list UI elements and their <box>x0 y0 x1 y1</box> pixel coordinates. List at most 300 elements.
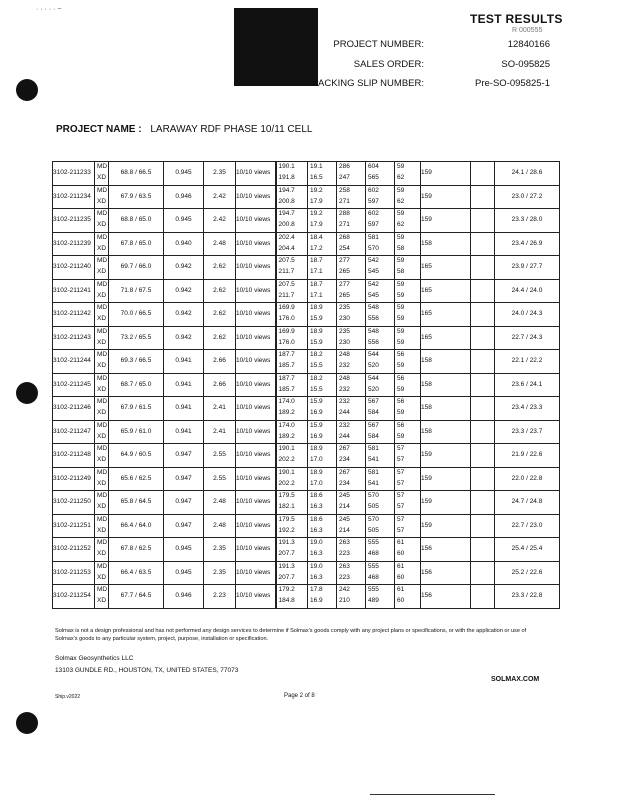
elongation-yield-cell-value: 248 <box>339 374 350 382</box>
blank-cell <box>471 279 495 303</box>
tear-resistance-cell-value: 57 <box>397 526 405 534</box>
elongation-yield-cell <box>337 585 366 609</box>
elongation-yield-cell-value: 242 <box>339 586 350 594</box>
tensile-yield-cell-value: 17.0 <box>310 456 323 464</box>
tensile-break-cell <box>276 585 308 609</box>
carbon-black-cell: 2.35 <box>204 162 236 186</box>
asperity-cell: 24.1 / 28.6 <box>495 162 560 186</box>
direction-cell-value: XD <box>97 315 107 323</box>
tear-resistance-cell <box>395 538 421 562</box>
tensile-yield-cell-value: 17.0 <box>310 479 323 487</box>
elongation-break-cell-value: 581 <box>368 233 379 241</box>
elongation-yield-cell-value: 265 <box>339 268 350 276</box>
dispersion-cell: 10/10 views <box>236 326 276 350</box>
thickness-cell: 70.0 / 66.5 <box>109 303 164 327</box>
carbon-black-cell: 2.42 <box>204 185 236 209</box>
carbon-black-cell: 2.35 <box>204 561 236 585</box>
elongation-break-cell-value: 570 <box>368 492 379 500</box>
asperity-cell: 23.3 / 23.7 <box>495 420 560 444</box>
elongation-break-cell-value: 584 <box>368 432 379 440</box>
project-number-label: PROJECT NUMBER: <box>333 39 424 50</box>
puncture-cell: 165 <box>421 303 471 327</box>
table-row <box>53 209 560 233</box>
tear-resistance-cell-value: 57 <box>397 445 405 453</box>
elongation-yield-cell <box>337 232 366 256</box>
direction-cell <box>95 279 109 303</box>
direction-cell-value: XD <box>97 268 107 276</box>
elongation-yield-cell-value: 245 <box>339 492 350 500</box>
puncture-cell: 165 <box>421 279 471 303</box>
elongation-break-cell-value: 555 <box>368 586 379 594</box>
page-number: Page 2 of 8 <box>284 693 315 699</box>
tensile-yield-cell-value: 19.2 <box>310 186 323 194</box>
tear-resistance-cell-value: 59 <box>397 280 405 288</box>
elongation-yield-cell-value: 235 <box>339 327 350 335</box>
elongation-break-cell-value: 565 <box>368 174 379 182</box>
puncture-cell: 159 <box>421 162 471 186</box>
tear-resistance-cell-value: 56 <box>397 374 405 382</box>
elongation-yield-cell-value: 230 <box>339 338 350 346</box>
elongation-yield-cell-value: 232 <box>339 385 350 393</box>
direction-cell-value: XD <box>97 244 107 252</box>
tensile-yield-cell-value: 17.8 <box>310 586 323 594</box>
tensile-break-cell <box>276 491 308 515</box>
elongation-yield-cell-value: 247 <box>339 174 350 182</box>
sample-id-cell: 3102-211244 <box>53 350 95 374</box>
tensile-yield-cell-value: 19.0 <box>310 539 323 547</box>
asperity-cell: 23.4 / 23.3 <box>495 397 560 421</box>
tensile-break-cell <box>276 209 308 233</box>
tear-resistance-cell-value: 62 <box>397 174 405 182</box>
tear-resistance-cell <box>395 585 421 609</box>
tensile-break-cell-value: 194.7 <box>278 210 295 218</box>
elongation-yield-cell <box>337 326 366 350</box>
elongation-break-cell <box>366 538 395 562</box>
tear-resistance-cell-value: 57 <box>397 492 405 500</box>
tensile-yield-cell <box>308 585 337 609</box>
tear-resistance-cell-value: 59 <box>397 385 405 393</box>
tear-resistance-cell <box>395 514 421 538</box>
direction-cell <box>95 232 109 256</box>
density-cell: 0.947 <box>164 467 204 491</box>
elongation-yield-cell <box>337 561 366 585</box>
tear-resistance-cell-value: 59 <box>397 291 405 299</box>
blank-cell <box>471 585 495 609</box>
elongation-yield-cell-value: 244 <box>339 409 350 417</box>
table-row <box>53 185 560 209</box>
direction-cell-value: MD <box>97 468 108 476</box>
document-code: Ship.v2022 <box>55 694 81 700</box>
tensile-break-cell-value: 189.2 <box>278 432 295 440</box>
elongation-break-cell <box>366 397 395 421</box>
elongation-break-cell-value: 545 <box>368 268 379 276</box>
table-row <box>53 491 560 515</box>
elongation-yield-cell-value: 263 <box>339 562 350 570</box>
tensile-break-cell-value: 207.5 <box>278 280 295 288</box>
dispersion-cell: 10/10 views <box>236 209 276 233</box>
tensile-break-cell-value: 207.7 <box>278 573 295 581</box>
density-cell: 0.945 <box>164 209 204 233</box>
elongation-break-cell-value: 489 <box>368 597 379 605</box>
puncture-cell: 159 <box>421 209 471 233</box>
tear-resistance-cell-value: 59 <box>397 210 405 218</box>
dispersion-cell: 10/10 views <box>236 538 276 562</box>
direction-cell-value: MD <box>97 374 108 382</box>
elongation-yield-cell-value: 234 <box>339 479 350 487</box>
sample-id-cell: 3102-211241 <box>53 279 95 303</box>
direction-cell-value: XD <box>97 526 107 534</box>
tear-resistance-cell <box>395 279 421 303</box>
packing-slip-value: Pre-SO-095825-1 <box>475 78 550 89</box>
table-row <box>53 444 560 468</box>
table-row <box>53 256 560 280</box>
tensile-yield-cell-value: 16.9 <box>310 409 323 417</box>
blank-cell <box>471 467 495 491</box>
tear-resistance-cell-value: 56 <box>397 421 405 429</box>
puncture-cell: 159 <box>421 514 471 538</box>
puncture-cell: 159 <box>421 185 471 209</box>
tensile-yield-cell-value: 19.2 <box>310 210 323 218</box>
binder-hole-bottom <box>16 712 38 734</box>
elongation-break-cell <box>366 514 395 538</box>
table-row <box>53 373 560 397</box>
density-cell: 0.942 <box>164 279 204 303</box>
elongation-yield-cell-value: 248 <box>339 351 350 359</box>
density-cell: 0.947 <box>164 514 204 538</box>
blank-cell <box>471 561 495 585</box>
elongation-break-cell-value: 541 <box>368 479 379 487</box>
direction-cell <box>95 373 109 397</box>
binder-hole-middle <box>16 382 38 404</box>
table-row <box>53 162 560 186</box>
table-row <box>53 350 560 374</box>
elongation-break-cell-value: 602 <box>368 186 379 194</box>
elongation-break-cell <box>366 373 395 397</box>
elongation-yield-cell-value: 214 <box>339 503 350 511</box>
direction-cell <box>95 350 109 374</box>
puncture-cell: 156 <box>421 538 471 562</box>
blank-cell <box>471 326 495 350</box>
asperity-cell: 23.6 / 24.1 <box>495 373 560 397</box>
tear-resistance-cell-value: 59 <box>397 327 405 335</box>
table-row <box>53 279 560 303</box>
elongation-yield-cell-value: 265 <box>339 291 350 299</box>
tensile-break-cell-value: 191.3 <box>278 562 295 570</box>
direction-cell-value: MD <box>97 210 108 218</box>
direction-cell-value: MD <box>97 539 108 547</box>
tensile-break-cell-value: 174.0 <box>278 398 295 406</box>
elongation-yield-cell <box>337 303 366 327</box>
elongation-break-cell-value: 597 <box>368 221 379 229</box>
direction-cell <box>95 467 109 491</box>
puncture-cell: 156 <box>421 561 471 585</box>
elongation-break-cell-value: 567 <box>368 421 379 429</box>
tear-resistance-cell <box>395 209 421 233</box>
elongation-break-cell-value: 548 <box>368 304 379 312</box>
tensile-yield-cell <box>308 467 337 491</box>
tensile-yield-cell-value: 15.9 <box>310 338 323 346</box>
density-cell: 0.947 <box>164 444 204 468</box>
tensile-break-cell <box>276 326 308 350</box>
tensile-yield-cell <box>308 162 337 186</box>
sales-order-value: SO-095825 <box>501 59 550 70</box>
tear-resistance-cell <box>395 467 421 491</box>
tensile-yield-cell-value: 18.2 <box>310 351 323 359</box>
asperity-cell: 22.0 / 22.8 <box>495 467 560 491</box>
direction-cell-value: XD <box>97 291 107 299</box>
direction-cell-value: MD <box>97 304 108 312</box>
elongation-break-cell-value: 597 <box>368 197 379 205</box>
dispersion-cell: 10/10 views <box>236 373 276 397</box>
tensile-break-cell <box>276 232 308 256</box>
elongation-yield-cell <box>337 256 366 280</box>
table-row <box>53 514 560 538</box>
tensile-break-cell-value: 207.5 <box>278 257 295 265</box>
asperity-cell: 23.3 / 28.0 <box>495 209 560 233</box>
direction-cell-value: XD <box>97 503 107 511</box>
table-row <box>53 397 560 421</box>
dispersion-cell: 10/10 views <box>236 397 276 421</box>
direction-cell-value: XD <box>97 456 107 464</box>
tensile-break-cell <box>276 397 308 421</box>
tensile-yield-cell <box>308 232 337 256</box>
elongation-break-cell-value: 544 <box>368 351 379 359</box>
density-cell: 0.941 <box>164 350 204 374</box>
elongation-break-cell-value: 604 <box>368 163 379 171</box>
asperity-cell: 23.3 / 22.8 <box>495 585 560 609</box>
carbon-black-cell: 2.48 <box>204 514 236 538</box>
tear-resistance-cell-value: 60 <box>397 573 405 581</box>
elongation-yield-cell <box>337 373 366 397</box>
tensile-break-cell-value: 182.1 <box>278 503 295 511</box>
tensile-break-cell <box>276 162 308 186</box>
direction-cell <box>95 444 109 468</box>
sample-id-cell: 3102-211234 <box>53 185 95 209</box>
tear-resistance-cell-value: 59 <box>397 315 405 323</box>
tensile-break-cell <box>276 373 308 397</box>
tensile-break-cell-value: 187.7 <box>278 374 295 382</box>
elongation-yield-cell <box>337 350 366 374</box>
tensile-yield-cell-value: 17.1 <box>310 291 323 299</box>
tensile-yield-cell-value: 17.1 <box>310 268 323 276</box>
elongation-yield-cell-value: 232 <box>339 421 350 429</box>
asperity-cell: 25.2 / 22.6 <box>495 561 560 585</box>
tensile-yield-cell <box>308 491 337 515</box>
tear-resistance-cell-value: 59 <box>397 338 405 346</box>
direction-cell-value: XD <box>97 597 107 605</box>
tensile-yield-cell-value: 16.3 <box>310 550 323 558</box>
blank-cell <box>471 373 495 397</box>
thickness-cell: 65.9 / 61.0 <box>109 420 164 444</box>
thickness-cell: 68.7 / 65.0 <box>109 373 164 397</box>
tensile-yield-cell <box>308 303 337 327</box>
elongation-yield-cell-value: 235 <box>339 304 350 312</box>
elongation-break-cell-value: 602 <box>368 210 379 218</box>
asperity-cell: 21.9 / 22.6 <box>495 444 560 468</box>
tear-resistance-cell-value: 59 <box>397 257 405 265</box>
table-row <box>53 538 560 562</box>
elongation-yield-cell <box>337 397 366 421</box>
tear-resistance-cell <box>395 232 421 256</box>
asperity-cell: 22.7 / 23.0 <box>495 514 560 538</box>
carbon-black-cell: 2.66 <box>204 373 236 397</box>
tensile-yield-cell-value: 16.9 <box>310 432 323 440</box>
thickness-cell: 66.4 / 64.0 <box>109 514 164 538</box>
puncture-cell: 158 <box>421 397 471 421</box>
dispersion-cell: 10/10 views <box>236 350 276 374</box>
tear-resistance-cell <box>395 303 421 327</box>
direction-cell-value: MD <box>97 421 108 429</box>
density-cell: 0.946 <box>164 585 204 609</box>
thickness-cell: 67.8 / 62.5 <box>109 538 164 562</box>
blank-cell <box>471 397 495 421</box>
elongation-break-cell <box>366 256 395 280</box>
carbon-black-cell: 2.35 <box>204 538 236 562</box>
table-row <box>53 232 560 256</box>
tensile-break-cell <box>276 514 308 538</box>
tensile-break-cell <box>276 350 308 374</box>
blank-cell <box>471 162 495 186</box>
direction-cell <box>95 303 109 327</box>
direction-cell-value: MD <box>97 186 108 194</box>
density-cell: 0.947 <box>164 491 204 515</box>
thickness-cell: 73.2 / 65.5 <box>109 326 164 350</box>
dispersion-cell: 10/10 views <box>236 185 276 209</box>
tensile-yield-cell-value: 16.3 <box>310 573 323 581</box>
elongation-yield-cell-value: 245 <box>339 515 350 523</box>
dispersion-cell: 10/10 views <box>236 444 276 468</box>
website-link[interactable]: SOLMAX.COM <box>491 676 540 683</box>
tensile-break-cell-value: 200.8 <box>278 221 295 229</box>
carbon-black-cell: 2.55 <box>204 444 236 468</box>
tensile-yield-cell <box>308 185 337 209</box>
tensile-break-cell-value: 174.0 <box>278 421 295 429</box>
tensile-break-cell-value: 207.7 <box>278 550 295 558</box>
blank-cell <box>471 256 495 280</box>
carbon-black-cell: 2.48 <box>204 232 236 256</box>
direction-cell <box>95 491 109 515</box>
elongation-yield-cell-value: 223 <box>339 550 350 558</box>
dispersion-cell: 10/10 views <box>236 279 276 303</box>
elongation-break-cell <box>366 279 395 303</box>
elongation-break-cell-value: 581 <box>368 445 379 453</box>
direction-cell-value: MD <box>97 351 108 359</box>
company-address: 13103 GUNDLE RD., HOUSTON, TX, UNITED STATES, 77073 <box>55 667 239 674</box>
sample-id-cell: 3102-211253 <box>53 561 95 585</box>
sample-id-cell: 3102-211254 <box>53 585 95 609</box>
elongation-yield-cell-value: 244 <box>339 432 350 440</box>
tensile-break-cell <box>276 279 308 303</box>
tensile-yield-cell-value: 15.9 <box>310 315 323 323</box>
tensile-yield-cell-value: 16.3 <box>310 503 323 511</box>
tear-resistance-cell <box>395 256 421 280</box>
elongation-break-cell <box>366 209 395 233</box>
tensile-break-cell-value: 211.7 <box>278 291 295 299</box>
carbon-black-cell: 2.62 <box>204 326 236 350</box>
sample-id-cell: 3102-211242 <box>53 303 95 327</box>
elongation-break-cell <box>366 185 395 209</box>
tensile-break-cell-value: 192.2 <box>278 526 295 534</box>
elongation-yield-cell <box>337 444 366 468</box>
tensile-yield-cell-value: 15.9 <box>310 421 323 429</box>
tear-resistance-cell-value: 59 <box>397 186 405 194</box>
tensile-yield-cell-value: 18.9 <box>310 304 323 312</box>
direction-cell-value: XD <box>97 174 107 182</box>
direction-cell-value: XD <box>97 409 107 417</box>
tear-resistance-cell-value: 59 <box>397 304 405 312</box>
tear-resistance-cell-value: 58 <box>397 268 405 276</box>
elongation-break-cell-value: 544 <box>368 374 379 382</box>
elongation-break-cell-value: 541 <box>368 456 379 464</box>
tensile-break-cell-value: 189.2 <box>278 409 295 417</box>
direction-cell-value: MD <box>97 562 108 570</box>
direction-cell-value: XD <box>97 197 107 205</box>
dispersion-cell: 10/10 views <box>236 303 276 327</box>
signature-line <box>370 794 495 795</box>
direction-cell <box>95 397 109 421</box>
tear-resistance-cell <box>395 162 421 186</box>
carbon-black-cell: 2.42 <box>204 209 236 233</box>
tear-resistance-cell-value: 62 <box>397 197 405 205</box>
blank-cell <box>471 232 495 256</box>
asperity-cell: 22.1 / 22.2 <box>495 350 560 374</box>
tensile-yield-cell-value: 19.1 <box>310 163 323 171</box>
elongation-yield-cell <box>337 209 366 233</box>
sample-id-cell: 3102-211247 <box>53 420 95 444</box>
tensile-yield-cell-value: 16.9 <box>310 597 323 605</box>
direction-cell-value: XD <box>97 221 107 229</box>
tensile-yield-cell <box>308 420 337 444</box>
elongation-yield-cell <box>337 162 366 186</box>
thickness-cell: 67.9 / 61.5 <box>109 397 164 421</box>
density-cell: 0.945 <box>164 561 204 585</box>
puncture-cell: 158 <box>421 350 471 374</box>
tensile-break-cell <box>276 561 308 585</box>
tensile-break-cell-value: 190.1 <box>278 468 295 476</box>
tensile-break-cell-value: 190.1 <box>278 445 295 453</box>
tear-resistance-cell <box>395 326 421 350</box>
tensile-break-cell-value: 204.4 <box>278 244 295 252</box>
tear-resistance-cell <box>395 373 421 397</box>
sample-id-cell: 3102-211248 <box>53 444 95 468</box>
tensile-yield-cell-value: 15.5 <box>310 385 323 393</box>
elongation-break-cell <box>366 162 395 186</box>
puncture-cell: 165 <box>421 256 471 280</box>
tensile-break-cell <box>276 467 308 491</box>
direction-cell-value: MD <box>97 515 108 523</box>
tensile-break-cell <box>276 303 308 327</box>
tensile-break-cell-value: 179.5 <box>278 492 295 500</box>
direction-cell-value: MD <box>97 257 108 265</box>
blank-cell <box>471 538 495 562</box>
elongation-break-cell-value: 542 <box>368 257 379 265</box>
elongation-break-cell-value: 520 <box>368 362 379 370</box>
tensile-yield-cell-value: 17.9 <box>310 221 323 229</box>
dispersion-cell: 10/10 views <box>236 491 276 515</box>
thickness-cell: 67.9 / 63.5 <box>109 185 164 209</box>
thickness-cell: 67.7 / 64.5 <box>109 585 164 609</box>
direction-cell-value: MD <box>97 280 108 288</box>
table-row <box>53 420 560 444</box>
density-cell: 0.945 <box>164 162 204 186</box>
elongation-break-cell-value: 555 <box>368 562 379 570</box>
direction-cell <box>95 538 109 562</box>
tensile-break-cell-value: 185.7 <box>278 362 295 370</box>
asperity-cell: 22.7 / 24.3 <box>495 326 560 350</box>
elongation-break-cell-value: 468 <box>368 573 379 581</box>
direction-cell-value: XD <box>97 385 107 393</box>
binder-hole-top <box>16 79 38 101</box>
